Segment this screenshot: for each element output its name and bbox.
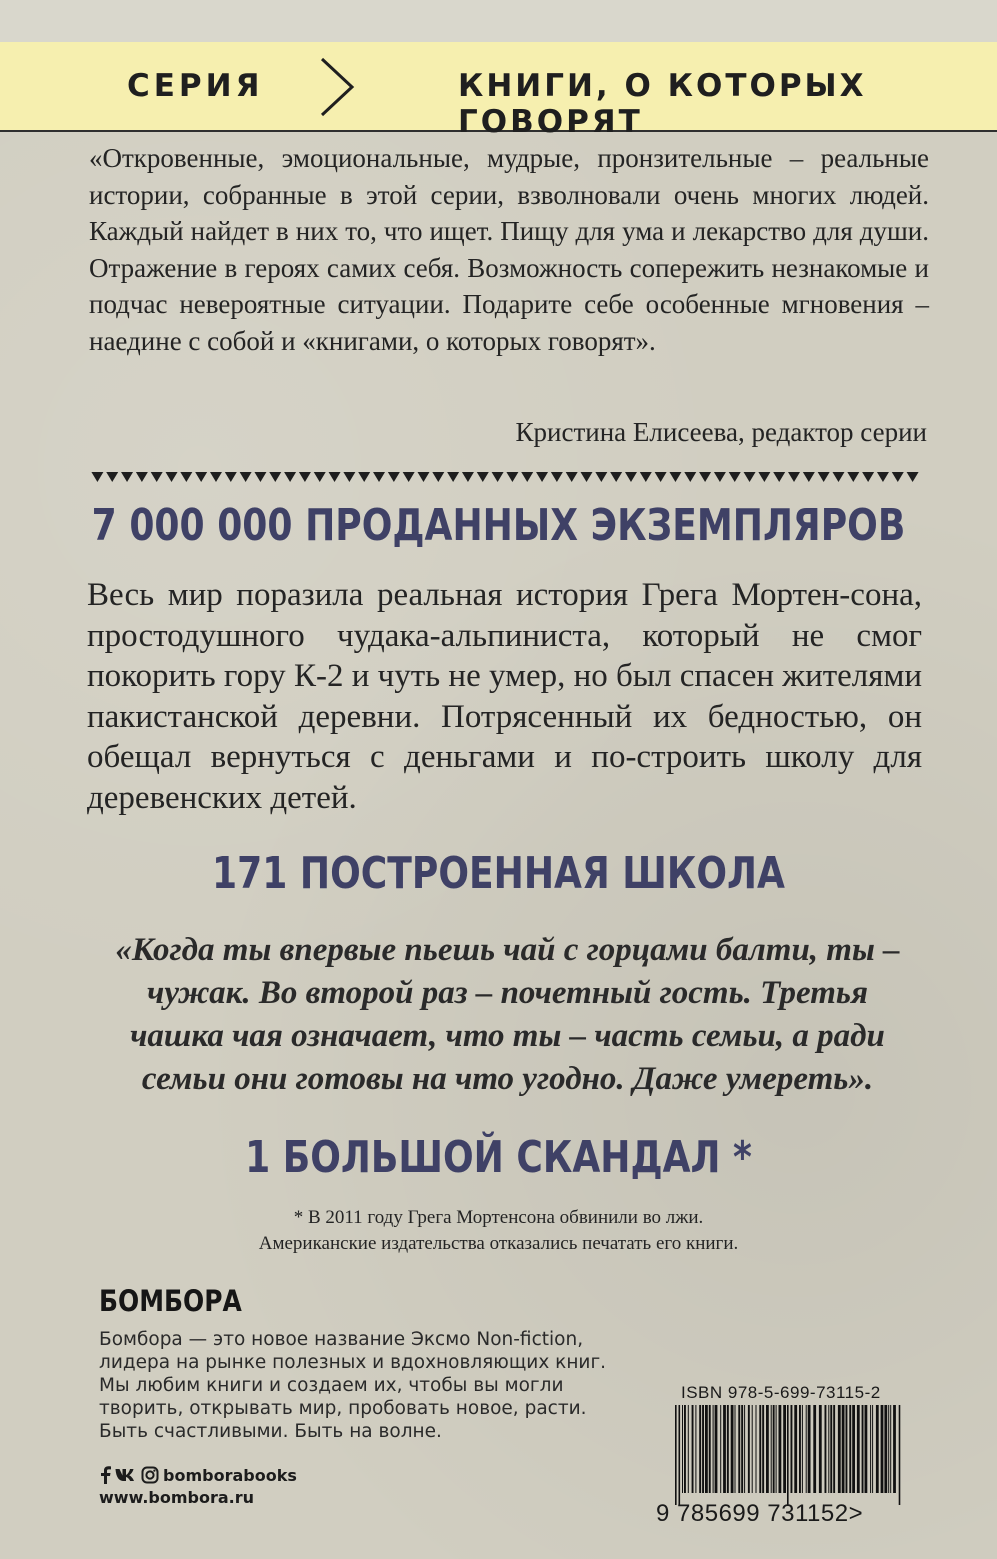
maxim-line: «Когда ты впервые пьешь чай с горцами балти, ты – [115, 932, 900, 968]
triangle-down-icon [566, 472, 578, 482]
description-line: Мы любим книги и создаем их, чтобы вы могли [99, 1375, 564, 1396]
barcode-bar [862, 1405, 864, 1493]
barcode-bar [702, 1405, 704, 1493]
social-handle: bomborabooks [163, 1465, 297, 1485]
barcode-bar [783, 1405, 786, 1493]
barcode-bar [713, 1405, 714, 1493]
headline-scandal: 1 БОЛЬШОЙ СКАНДАЛ * [245, 1132, 752, 1183]
barcode-bar [738, 1405, 740, 1493]
barcode-bar [846, 1405, 848, 1493]
triangle-down-icon [803, 472, 815, 482]
barcode-bar [833, 1405, 835, 1493]
triangle-down-icon [151, 472, 163, 482]
barcode-bar [759, 1405, 761, 1493]
barcode-bar [857, 1405, 860, 1493]
triangle-down-icon [877, 472, 889, 482]
triangle-down-icon [269, 472, 281, 482]
barcode-bar [692, 1405, 694, 1493]
description-line: творить, открывать мир, пробовать новое, расти. [99, 1398, 587, 1419]
barcode-digits [656, 1500, 863, 1528]
barcode-bar [744, 1405, 745, 1493]
top-strip [0, 0, 997, 42]
triangle-down-icon [373, 472, 385, 482]
triangle-down-icon [758, 472, 770, 482]
barcode-bar [727, 1405, 729, 1493]
triangle-down-icon [773, 472, 785, 482]
barcode-bar [830, 1405, 832, 1493]
instagram-icon [141, 1465, 159, 1485]
publisher-website: www.bombora.ru [99, 1488, 255, 1507]
triangle-down-icon [343, 472, 355, 482]
barcode-bar [679, 1405, 681, 1505]
barcode-bar [731, 1405, 734, 1493]
description-line: Быть счастливыми. Быть на волне. [99, 1421, 442, 1442]
barcode-bar [828, 1405, 829, 1493]
barcode-bar [791, 1405, 793, 1493]
triangle-down-icon [91, 472, 103, 482]
social-links [99, 1464, 297, 1486]
barcode-bar [890, 1405, 891, 1493]
barcode-bar [799, 1405, 801, 1493]
chevron-right-icon [318, 55, 358, 119]
triangle-down-icon [684, 472, 696, 482]
triangle-down-icon [521, 472, 533, 482]
publisher-logo: БОМБОРА [99, 1284, 242, 1318]
barcode-bar [876, 1405, 879, 1493]
triangle-down-icon [729, 472, 741, 482]
triangle-down-icon [699, 472, 711, 482]
barcode-bar [893, 1405, 896, 1493]
publisher-description [99, 1328, 659, 1443]
triangle-down-icon [714, 472, 726, 482]
triangle-down-icon [462, 472, 474, 482]
triangle-down-icon [388, 472, 400, 482]
barcode-bar [675, 1405, 677, 1505]
barcode-bar [688, 1405, 689, 1493]
triangle-down-icon [329, 472, 341, 482]
triangle-down-icon [581, 472, 593, 482]
barcode-bar [695, 1405, 696, 1493]
barcode-bar [899, 1405, 901, 1505]
barcode-bar [842, 1405, 845, 1493]
barcode-bar [813, 1405, 816, 1493]
footnote-line: Американские издательства отказались печатать его книги. [258, 1233, 739, 1254]
barcode-bar [735, 1405, 736, 1493]
triangle-down-icon [106, 472, 118, 482]
triangle-down-icon [121, 472, 133, 482]
triangle-divider [90, 470, 920, 484]
triangle-down-icon [254, 472, 266, 482]
triangle-down-icon [284, 472, 296, 482]
barcode-bar [865, 1405, 868, 1493]
barcode-digit-first: 9 [656, 1500, 670, 1527]
barcode-bar [682, 1405, 683, 1493]
barcode-bar [773, 1405, 775, 1493]
barcode-bar [870, 1405, 871, 1493]
triangle-down-icon [417, 472, 429, 482]
triangle-down-icon [180, 472, 192, 482]
barcode-bar [808, 1405, 811, 1493]
triangle-down-icon [447, 472, 459, 482]
barcode-bar [802, 1405, 803, 1493]
barcode-bar [723, 1405, 726, 1493]
footnote [0, 1205, 997, 1257]
triangle-down-icon [788, 472, 800, 482]
barcode-bar [852, 1405, 855, 1493]
vk-icon [115, 1465, 137, 1485]
maxim-quote [90, 929, 925, 1101]
triangle-down-icon [640, 472, 652, 482]
triangle-down-icon [166, 472, 178, 482]
barcode-bar [771, 1405, 772, 1493]
triangle-down-icon [655, 472, 667, 482]
triangle-down-icon [195, 472, 207, 482]
triangle-down-icon [432, 472, 444, 482]
footnote-line: * В 2011 году Грега Мортенсона обвинили во лжи. [293, 1207, 704, 1228]
barcode-bar [884, 1405, 887, 1493]
triangle-down-icon [299, 472, 311, 482]
triangle-down-icon [847, 472, 859, 482]
description-line: лидера на рынке полезных и вдохновляющих книг. [99, 1352, 607, 1373]
triangle-down-icon [403, 472, 415, 482]
isbn-label: ISBN 978-5-699-73115-2 [681, 1383, 881, 1402]
barcode-bar [888, 1405, 889, 1493]
barcode-digits-group1: 785699 [677, 1500, 761, 1527]
barcode [657, 1405, 917, 1505]
triangle-down-icon [506, 472, 518, 482]
triangle-down-icon [314, 472, 326, 482]
barcode-bar [872, 1405, 873, 1493]
barcode-bar [787, 1405, 789, 1505]
barcode-bar [806, 1405, 807, 1493]
triangle-down-icon [595, 472, 607, 482]
triangle-down-icon [358, 472, 370, 482]
triangle-down-icon [892, 472, 904, 482]
description-line: Бомбора — это новое название Эксмо Non-fiction, [99, 1329, 584, 1350]
barcode-bar [720, 1405, 721, 1493]
triangle-down-icon [492, 472, 504, 482]
maxim-line: чужак. Во второй раз – почетный гость. Третья [147, 975, 868, 1011]
triangle-down-icon [551, 472, 563, 482]
headline-copies-sold: 7 000 000 ПРОДАННЫХ ЭКЗЕМПЛЯРОВ [91, 500, 906, 551]
barcode-bar [825, 1405, 827, 1493]
triangle-down-icon [669, 472, 681, 482]
series-label: СЕРИЯ [127, 68, 264, 104]
triangle-down-icon [240, 472, 252, 482]
barcode-end-mark: > [848, 1500, 864, 1527]
maxim-line: семьи они готовы на что угодно. Даже умереть». [141, 1061, 874, 1097]
barcode-bar [849, 1405, 851, 1493]
barcode-bar [756, 1405, 757, 1493]
barcode-bar [881, 1405, 884, 1493]
barcode-bar [762, 1405, 764, 1493]
barcode-bar [819, 1405, 822, 1493]
barcode-bar [705, 1405, 708, 1493]
quote-attribution: Кристина Елисеева, редактор серии [515, 417, 927, 447]
barcode-bar [766, 1405, 769, 1493]
triangle-down-icon [210, 472, 222, 482]
barcode-bar [699, 1405, 701, 1493]
triangle-down-icon [862, 472, 874, 482]
triangle-down-icon [744, 472, 756, 482]
triangle-down-icon [625, 472, 637, 482]
barcode-bar [752, 1405, 753, 1493]
barcode-bar [709, 1405, 711, 1493]
triangle-down-icon [832, 472, 844, 482]
maxim-line: чашка чая означает, что ты – часть семьи, а ради [130, 1018, 885, 1054]
barcode-bar [779, 1405, 782, 1493]
story-text: Весь мир поразила реальная история Грега Мортен-сона, простодушного чудака-альпиниста, который не смог покорить гору К-2 и чуть не умер, но был спасен жителями пакистанской деревни. Потрясенный их бедностью, он обещал вернуться с деньгами и по-строить школу для деревенских детей. [87, 577, 922, 816]
triangle-down-icon [536, 472, 548, 482]
barcode-bar [741, 1405, 743, 1493]
barcode-bar [748, 1405, 750, 1493]
triangle-down-icon [136, 472, 148, 482]
triangle-down-icon [818, 472, 830, 482]
barcode-digits-group2: 731152 [767, 1500, 849, 1527]
triangle-down-icon [225, 472, 237, 482]
barcode-bar [838, 1405, 841, 1493]
barcode-bar [715, 1405, 718, 1493]
barcode-bar [684, 1405, 686, 1493]
headline-schools: 171 ПОСТРОЕННАЯ ШКОЛА [212, 848, 785, 899]
triangle-down-icon [610, 472, 622, 482]
series-name: КНИГИ, О КОТОРЫХ ГОВОРЯТ [458, 68, 867, 140]
facebook-icon [99, 1465, 111, 1485]
barcode-bar [794, 1405, 797, 1493]
editor-quote: «Откровенные, эмоциональные, мудрые, пронзительные – реальные истории, собранные в этой серии, взволновали очень многих людей. Каждый найдет в них то, что ищет. Пищу для ума и лекарство для души. Отражение в героях самих себя. Возможность сопережить незнакомые и подчас невероятные ситуации. Подарите себе особенные мгновения – наедине с собой и «книгами, о которых говорят». [89, 143, 929, 356]
triangle-down-icon [477, 472, 489, 482]
barcode-bar [776, 1405, 777, 1493]
triangle-down-icon [907, 472, 919, 482]
